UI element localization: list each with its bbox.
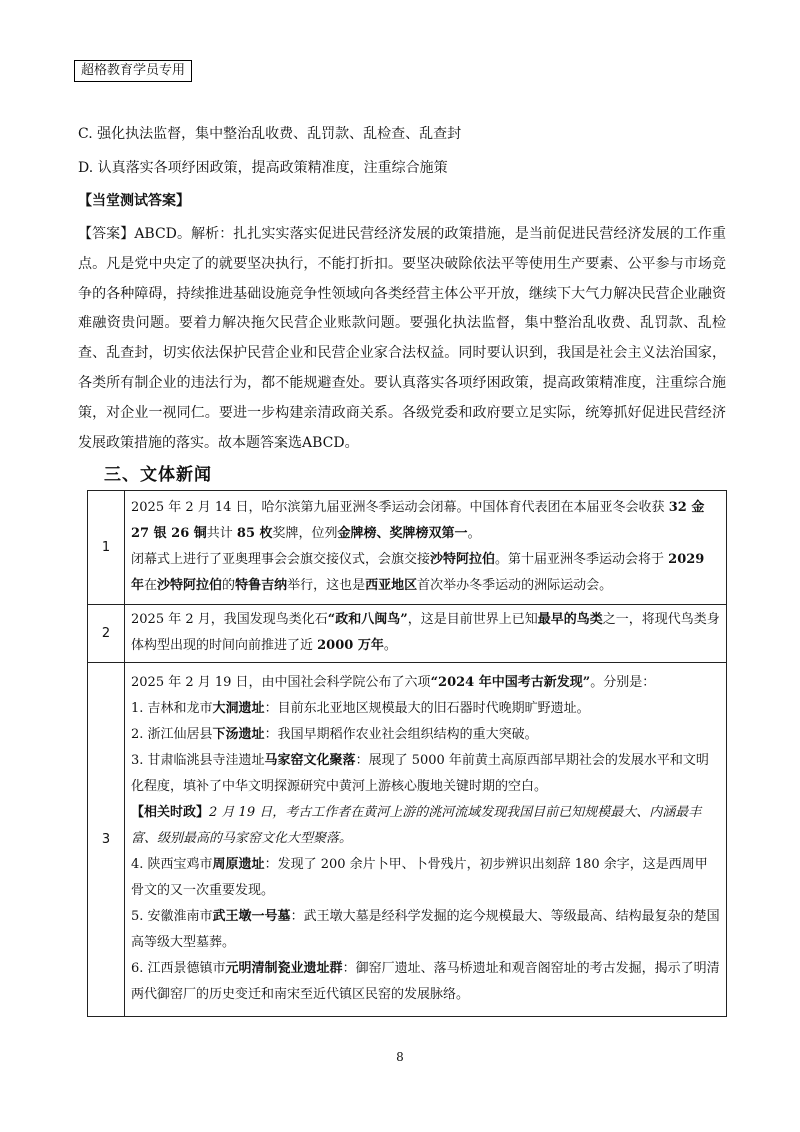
page-number: 8 [396,1050,404,1064]
option-c: C. 强化执法监督，集中整治乱收费、乱罚款、乱检查、乱查封 [78,126,462,142]
row1-paragraph-1: 2025 年 2 月 14 日，哈尔滨第九届亚洲冬季运动会闭幕。中国体育代表团在本届亚冬会收获 32 金 27 银 26 铜共计 85 枚奖牌，位列金牌榜、奖牌榜双第一。 [131,500,705,541]
list-item: 6. 江西景德镇市元明清制瓷业遗址群：御窑厂遗址、落马桥遗址和观音阁窑址的考古发掘，揭示了明清两代御窑厂的历史变迁和南宋至近代镇区民窑的发展脉络。 [131,961,720,1002]
table-row [88,491,727,605]
related-tag: 【相关时政】 [131,805,210,820]
section-title: 三、文体新闻 [104,465,212,485]
row-number: 3 [88,663,125,1017]
list-item: 2. 浙江仙居县下汤遗址：我国早期稻作农业社会组织结构的重大突破。 [131,727,538,742]
header-stamp: 超格教育学员专用 [74,60,192,82]
news-table [87,490,727,1017]
table-row [88,663,727,1017]
row-content [125,605,727,663]
answer-paragraph: 【答案】ABCD。解析：扎扎实实落实促进民营经济发展的政策措施，是当前促进民营经济发展的工作重点。凡是党中央定了的就要坚决执行，不能打折扣。要坚决破除依法平等使用生产要素、公平参与市场竞争的各种障碍，持续推进基础设施竞争性领域向各类经营主体公平开放，继续下大气力解决民营企业融资难融资贵问题。要着力解决拖欠民营企业账款问题。要强化执法监督，集中整治乱收费、乱罚款、乱检查、乱查封，切实依法保护民营企业和民营企业家合法权益。同时要认识到，我国是社会主义法治国家，各类所有制企业的违法行为，都不能规避查处。要认真落实各项纾困政策，提高政策精准度，注重综合施策，对企业一视同仁。要进一步构建亲清政商关系。各级党委和政府要立足实际，统筹抓好促进民营经济发展政策措施的落实。故本题答案选ABCD。 [78,226,726,451]
option-d: D. 认真落实各项纾困政策，提高政策精准度，注重综合施策 [78,160,448,176]
list-item: 5. 安徽淮南市武王墩一号墓：武王墩大墓是经科学发掘的迄今规模最大、等级最高、结构最复杂的楚国高等级大型墓葬。 [131,909,720,950]
row-content [125,663,727,1017]
list-item: 4. 陕西宝鸡市周原遗址：发现了 200 余片卜甲、卜骨残片，初步辨识出刻辞 180 余字，这是西周甲骨文的又一次重要发现。 [131,857,708,898]
row2-paragraph: 2025 年 2 月，我国发现鸟类化石“政和八闽鸟”，这是目前世界上已知最早的鸟类之一，将现代鸟类身体构型出现的时间向前推进了近 2000 万年。 [131,612,720,653]
list-item: 3. 甘肃临洮县寺洼遗址马家窑文化聚落：展现了 5000 年前黄土高原西部早期社会的发展水平和文明化程度，填补了中华文明探源研究中黄河上游核心腹地关键时期的空白。 [131,753,709,794]
row-number: 2 [88,605,125,663]
row3-intro: 2025 年 2 月 19 日，由中国社会科学院公布了六项“2024 年中国考古新发现”。分别是： [131,675,656,690]
row1-paragraph-2: 闭幕式上进行了亚奥理事会会旗交接仪式，会旗交接沙特阿拉伯。第十届亚洲冬季运动会将于 2029 年在沙特阿拉伯的特鲁吉纳举行，这也是西亚地区首次举办冬季运动的洲际运动会。 [131,552,705,593]
row-content [125,491,727,605]
row-number: 1 [88,491,125,605]
answer-heading: 【当堂测试答案】 [78,193,190,209]
list-item: 1. 吉林和龙市大洞遗址：目前东北亚地区规模最大的旧石器时代晚期旷野遗址。 [131,701,590,716]
table-row [88,605,727,663]
related-politics-note: 【相关时政】2 月 19 日，考古工作者在黄河上游的洮河流域发现我国目前已知规模最大、内涵最丰富、级别最高的马家窑文化大型聚落。 [131,805,702,846]
